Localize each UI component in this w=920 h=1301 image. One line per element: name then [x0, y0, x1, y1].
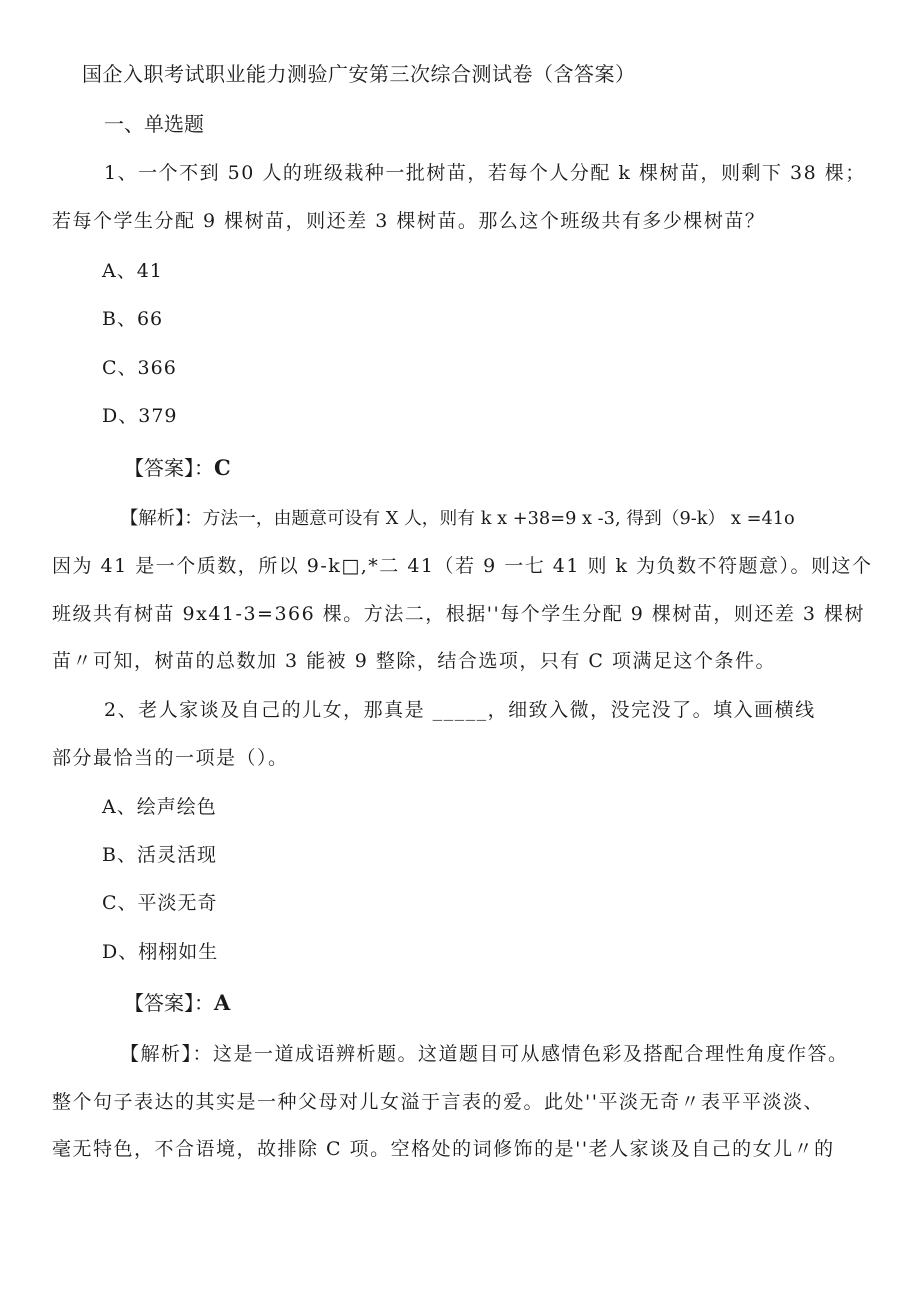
question-1-answer [124, 452, 231, 481]
question-1-option-c: C、366 [102, 357, 177, 379]
answer-label: 【答案】： [124, 991, 214, 1015]
question-2-explanation-line-3: 毫无特色，不合语境，故排除 C 项。空格处的词修饰的是''老人家谈及自己的女儿〃的 [52, 1138, 835, 1160]
explanation-text: 这是一道成语辨析题。这道题目可从感情色彩及搭配合理性角度作答。 [213, 1043, 849, 1065]
question-2-option-c: C、平淡无奇 [102, 892, 218, 914]
question-1-option-b: B、66 [102, 308, 164, 330]
explanation-label: 【解析】： [120, 508, 203, 529]
answer-value: A [214, 990, 231, 1015]
section-heading: 一、单选题 [104, 112, 204, 136]
question-1-explanation-line-2: 因为 41 是一个质数，所以 9-k□,*二 41（若 9 一七 41 则 k 为负数不符题意）。则这个 [52, 555, 873, 577]
question-1-option-d: D、379 [102, 405, 178, 427]
question-2-explanation-line-1 [120, 1039, 849, 1066]
question-1-explanation-line-4: 苗〃可知，树苗的总数加 3 能被 9 整除，结合选项，只有 C 项满足这个条件。 [52, 650, 776, 672]
question-1-line-2: 若每个学生分配 9 棵树苗，则还差 3 棵树苗。那么这个班级共有多少棵树苗？ [52, 210, 766, 232]
answer-label: 【答案】： [124, 456, 214, 480]
question-2-line-2: 部分最恰当的一项是（）。 [52, 747, 289, 769]
question-1-line-1: 1、一个不到 50 人的班级栽种一批树苗，若每个人分配 k 棵树苗，则剩下 38 棵； [104, 162, 866, 184]
explanation-text: 方法一，由题意可设有 X 人，则有 k x +38=9 x -3, 得到（9-k） x =41o [202, 509, 795, 529]
question-1-explanation-line-3: 班级共有树苗 9x41-3=366 棵。方法二，根据''每个学生分配 9 棵树苗，则还差 3 棵树 [52, 603, 866, 625]
answer-value: C [214, 455, 231, 480]
question-2-option-a: A、绘声绘色 [102, 796, 217, 818]
question-1-option-a: A、41 [102, 260, 163, 282]
explanation-label: 【解析】： [120, 1043, 214, 1065]
question-2-option-d: D、栩栩如生 [102, 941, 219, 963]
document-title: 国企入职考试职业能力测验广安第三次综合测试卷（含答案） [82, 62, 636, 86]
question-1-explanation-line-1 [120, 504, 795, 530]
question-2-option-b: B、活灵活现 [102, 844, 217, 866]
question-2-answer [124, 987, 230, 1016]
question-2-line-1: 2、老人家谈及自己的儿女，那真是 _____，细致入微，没完没了。填入画横线 [104, 699, 816, 721]
question-2-explanation-line-2: 整个句子表达的其实是一种父母对儿女溢于言表的爱。此处''平淡无奇〃表平平淡淡、 [52, 1091, 824, 1113]
